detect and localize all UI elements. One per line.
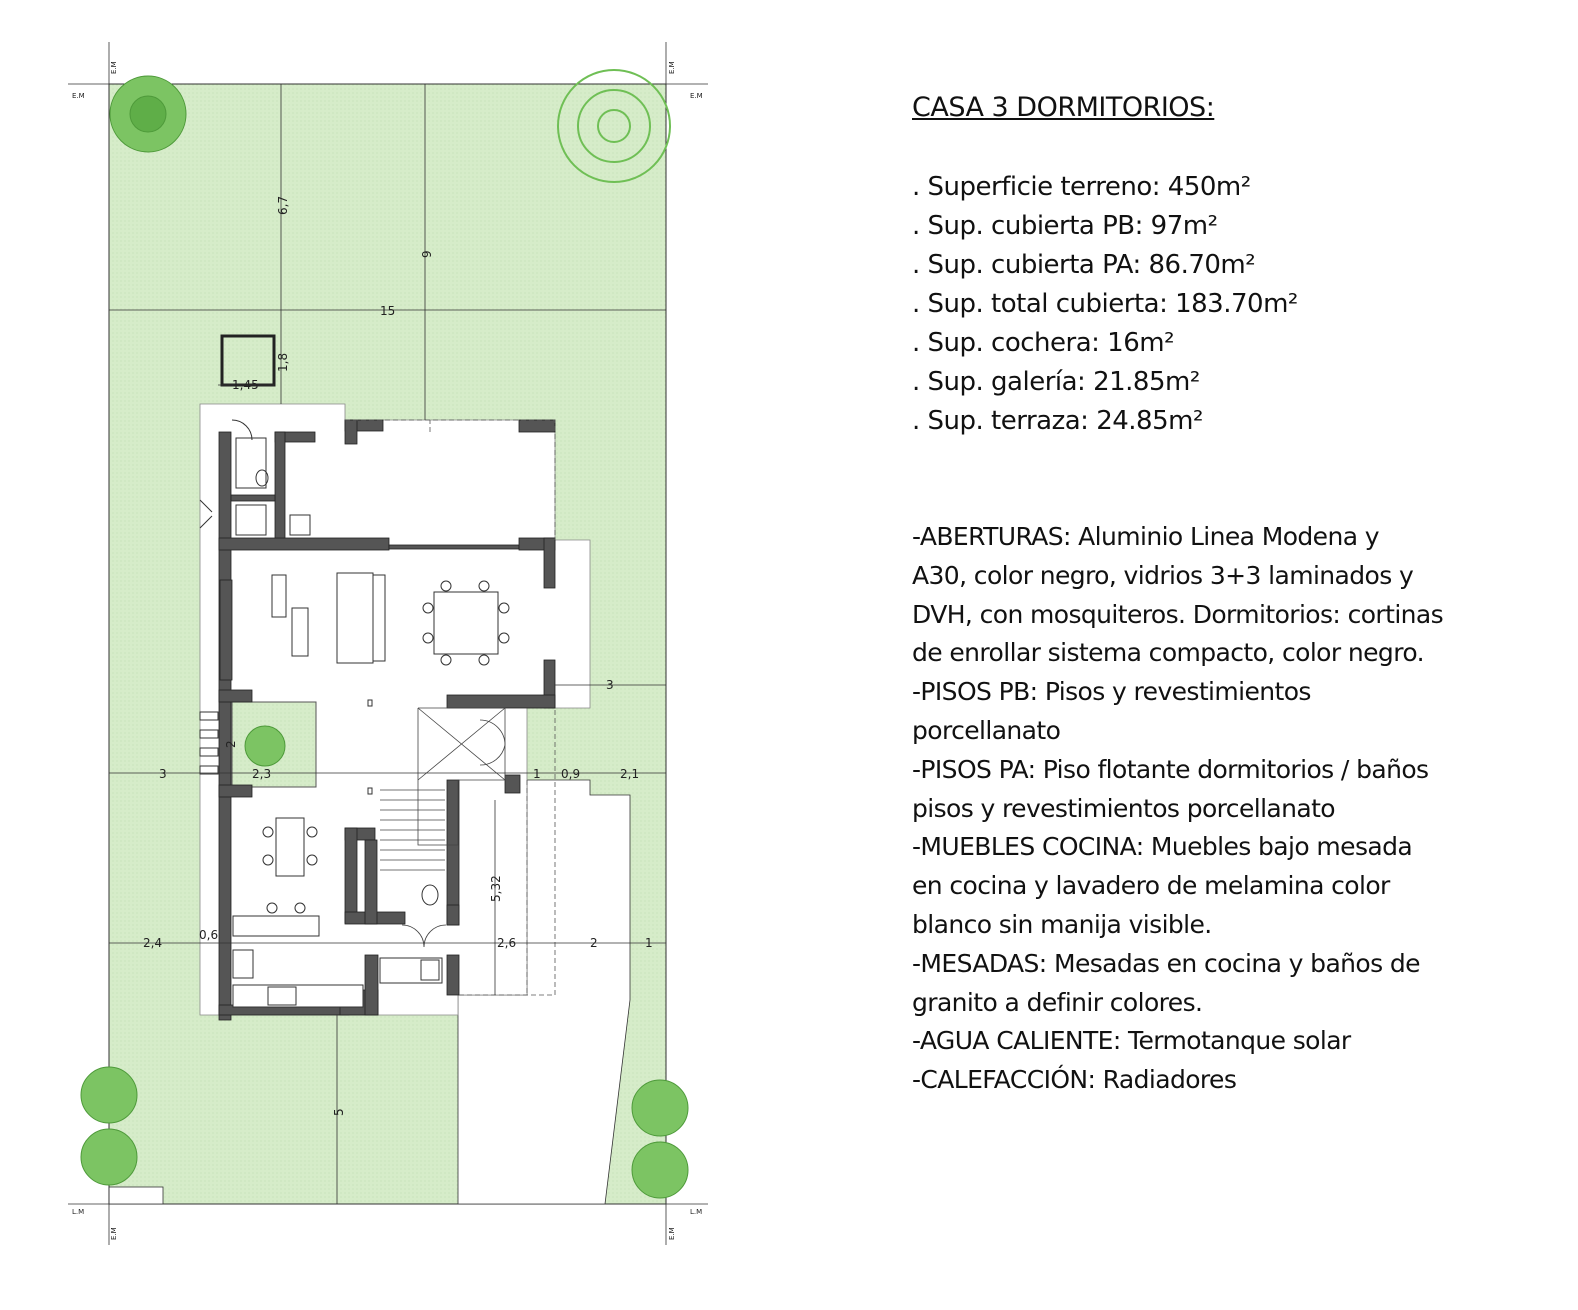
tree-icon — [110, 76, 186, 152]
em-label: E.M — [72, 92, 85, 100]
description-line: en cocina y lavadero de melamina color — [912, 871, 1390, 901]
dim-6-7: 6,7 — [276, 195, 290, 215]
dim-15: 15 — [380, 304, 396, 318]
description-line: DVH, con mosquiteros. Dormitorios: cortinas — [912, 599, 1444, 629]
em-label: E.M — [668, 1227, 676, 1240]
description-line: -PISOS PA: Piso flotante dormitorios / baños — [912, 754, 1429, 784]
description-line: -MESADAS: Mesadas en cocina y baños de — [912, 948, 1420, 978]
dim-0-6: 0,6 — [199, 928, 219, 942]
description-line: -PISOS PB: Pisos y revestimientos — [912, 677, 1311, 707]
dim-1: 1 — [533, 767, 541, 781]
spec-line: . Sup. cubierta PA: 86.70m² — [912, 250, 1256, 280]
dim-3-right: 3 — [606, 678, 614, 692]
description-line: -ABERTURAS: Aluminio Linea Modena y — [912, 522, 1379, 551]
description-line: -MUEBLES COCINA: Muebles bajo mesada — [912, 832, 1413, 862]
description-line: -AGUA CALIENTE: Termotanque solar — [912, 1026, 1351, 1056]
dim-2-6: 2,6 — [497, 936, 517, 950]
em-label: E.M — [668, 61, 676, 74]
em-label: E.M — [690, 92, 703, 100]
dim-1-45: 1,45 — [232, 378, 259, 392]
description-line: porcellanato — [912, 715, 1061, 745]
lm-label: L.M — [690, 1208, 703, 1216]
dim-2-4: 2,4 — [143, 936, 163, 950]
description-line: blanco sin manija visible. — [912, 909, 1212, 939]
spec-line: . Sup. total cubierta: 183.70m² — [912, 289, 1298, 319]
description-line: pisos y revestimientos porcellanato — [912, 793, 1335, 823]
garage-small-box — [109, 1187, 163, 1204]
description-line: -CALEFACCIÓN: Radiadores — [912, 1065, 1237, 1095]
dim-5-32: 5,32 — [489, 875, 503, 902]
dim-2-b: 2 — [590, 936, 598, 950]
dim-1-b: 1 — [645, 936, 653, 950]
dim-1-8: 1,8 — [276, 352, 290, 372]
lm-label: L.M — [72, 1208, 85, 1216]
dim-2: 2 — [224, 740, 238, 748]
dim-2-1: 2,1 — [620, 767, 640, 781]
dim-2-3: 2,3 — [252, 767, 272, 781]
em-label: E.M — [110, 61, 118, 74]
em-label: E.M — [110, 1227, 118, 1240]
house-title: CASA 3 DORMITORIOS: — [912, 92, 1215, 123]
description — [912, 518, 1552, 1100]
spec-line: . Sup. cochera: 16m² — [912, 328, 1174, 358]
description-line: A30, color negro, vidrios 3+3 laminados y — [912, 560, 1414, 590]
floor-plan — [0, 0, 720, 1310]
dim-0-9: 0,9 — [561, 767, 581, 781]
spec-line: . Sup. terraza: 24.85m² — [912, 406, 1203, 436]
dim-9: 9 — [420, 250, 434, 258]
dim-3-left: 3 — [159, 767, 167, 781]
dim-5: 5 — [332, 1108, 346, 1116]
description-line: de enrollar sistema compacto, color negro. — [912, 638, 1424, 668]
spec-line: . Sup. cubierta PB: 97m² — [912, 211, 1218, 241]
spec-line: . Superficie terreno: 450m² — [912, 172, 1251, 202]
description-line: granito a definir colores. — [912, 987, 1203, 1017]
spec-line: . Sup. galería: 21.85m² — [912, 367, 1200, 397]
